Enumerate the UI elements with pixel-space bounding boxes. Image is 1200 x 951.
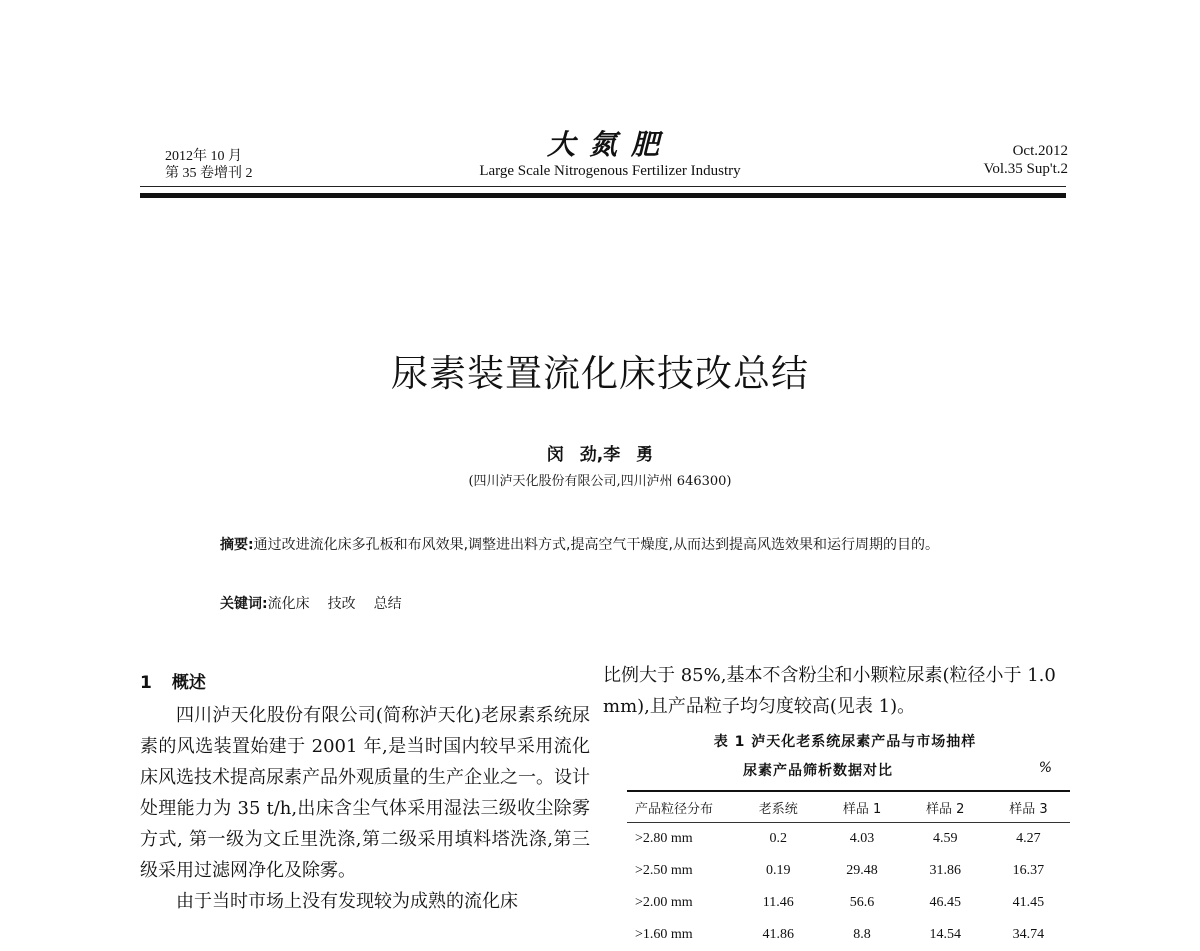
table-cell: 34.74 xyxy=(1012,927,1045,942)
table-cell: 16.37 xyxy=(1012,863,1045,878)
header-date-cn: 2012年 10 月 xyxy=(165,149,242,164)
journal-name-en: Large Scale Nitrogenous Fertilizer Industry xyxy=(479,163,741,179)
body-paragraph-partial: 由于当时市场上没有发现较为成熟的流化床 xyxy=(176,891,518,912)
abstract-label: 摘要: xyxy=(220,537,254,553)
table-cell: 41.86 xyxy=(762,927,794,942)
table-cell: >2.50 mm xyxy=(635,863,693,878)
table-cell: 0.19 xyxy=(765,863,791,878)
table-cell: 0.2 xyxy=(769,831,787,846)
table-caption-cont: 尿素产品筛析数据对比 xyxy=(743,763,893,779)
table-cell: 29.48 xyxy=(846,863,878,878)
table-cell: 14.54 xyxy=(929,927,961,942)
journal-masthead xyxy=(420,128,800,180)
table-cell: >2.00 mm xyxy=(635,895,693,910)
table-header-row xyxy=(627,791,1070,823)
article-title: 尿素装置流化床技改总结 xyxy=(391,352,809,395)
keyword: 技改 xyxy=(327,596,356,612)
column-header: 样品 2 xyxy=(904,791,987,823)
column-header: 老系统 xyxy=(736,791,820,823)
table-cell: >1.60 mm xyxy=(635,927,693,942)
right-column-body: 比例大于 85%,基本不含粉尘和小颗粒尿素(粒径小于 1.0 mm),且产品粒子均匀度较高(见表 1)。 xyxy=(603,665,1056,717)
header-issue-en xyxy=(983,142,1068,178)
table-row xyxy=(627,823,1070,856)
table-cell: 8.8 xyxy=(853,927,871,942)
section-title: 概述 xyxy=(171,673,206,693)
keyword: 总结 xyxy=(373,596,402,612)
article-authors: 闵 劲,李 勇 xyxy=(546,445,654,465)
data-table xyxy=(627,790,1070,951)
header-issue-cn xyxy=(165,148,253,182)
table-cell: 4.27 xyxy=(1016,831,1041,846)
table-row xyxy=(627,855,1070,887)
journal-logo-cn: 大氮肥 xyxy=(546,128,673,161)
section-heading xyxy=(140,668,206,693)
body-paragraph: 四川泸天化股份有限公司(简称泸天化)老尿素系统尿素的风选装置始建于 2001 年,是当时国内较早采用流化床风选技术提高尿素产品外观质量的生产企业之一。设计处理能力为 35 t/h,出床含尘气体采用湿法三级收尘除雾方式, 第一级为文丘里洗涤,第二级采用填料塔洗涤,第三级采用过滤网净化及除雾。 xyxy=(140,705,590,881)
column-header: 样品 3 xyxy=(987,791,1070,823)
table-caption: 表 1 泸天化老系统尿素产品与市场抽样 xyxy=(713,734,977,750)
keywords xyxy=(220,593,420,613)
table-cell: 46.45 xyxy=(929,895,961,910)
table-cell: 4.03 xyxy=(849,831,875,846)
table-cell: 4.59 xyxy=(932,831,958,846)
table-cell: 31.86 xyxy=(929,863,961,878)
abstract xyxy=(175,529,1030,562)
column-header: 样品 1 xyxy=(820,791,903,823)
header-volume-en: Vol.35 Sup't.2 xyxy=(983,161,1068,177)
article-affiliation: (四川泸天化股份有限公司,四川泸州 646300) xyxy=(468,474,732,489)
keyword: 流化床 xyxy=(267,596,310,612)
table-cell: >2.80 mm xyxy=(635,831,693,846)
header-rule-thin xyxy=(140,186,1066,187)
header-rule-thick xyxy=(140,193,1066,198)
header-volume-cn: 第 35 卷增刊 2 xyxy=(165,166,253,181)
table-unit: % xyxy=(1038,760,1052,776)
abstract-text: 通过改进流化床多孔板和布风效果,调整进出料方式,提高空气干燥度,从而达到提高风选效果和运行周期的目的。 xyxy=(253,537,939,553)
table-cell: 11.46 xyxy=(762,895,794,910)
section-number: 1 xyxy=(140,673,152,693)
table-cell: 56.6 xyxy=(849,895,875,910)
header-date-en: Oct.2012 xyxy=(1012,143,1068,159)
table-row xyxy=(627,887,1070,919)
left-column-body xyxy=(140,700,590,917)
keywords-label: 关键词: xyxy=(220,596,268,612)
table-cell: 41.45 xyxy=(1012,895,1045,910)
table-row xyxy=(627,919,1070,951)
column-header: 产品粒径分布 xyxy=(627,791,736,823)
